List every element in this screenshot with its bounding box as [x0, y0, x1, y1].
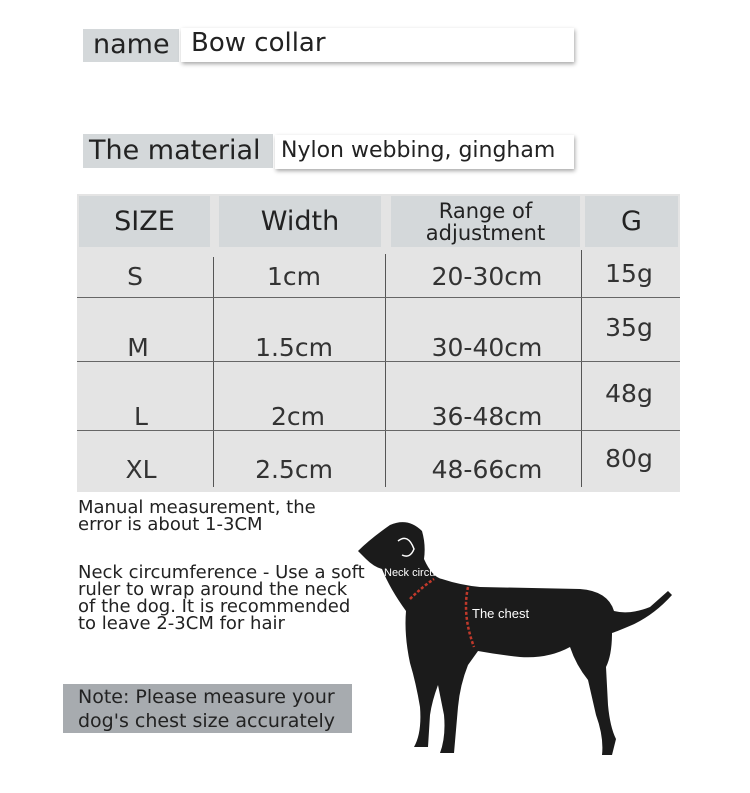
- header-weight: G: [585, 196, 678, 247]
- cell-range: 20-30cm: [431, 262, 543, 291]
- cell-size: L: [134, 402, 148, 431]
- cell-size: M: [127, 333, 149, 362]
- cell-range: 48-66cm: [431, 455, 543, 484]
- cell-width: 2cm: [270, 402, 325, 431]
- dog-measurement-diagram: [350, 515, 680, 765]
- cell-weight: 80g: [605, 444, 653, 473]
- cell-weight: 48g: [605, 379, 653, 408]
- name-label: name: [83, 29, 179, 62]
- cell-width: 1cm: [266, 262, 321, 291]
- cell-width: 2.5cm: [255, 455, 333, 484]
- cell-size: S: [127, 262, 143, 291]
- row-divider: [77, 297, 680, 298]
- size-table: [77, 194, 680, 492]
- header-range: Range of adjustment: [391, 196, 580, 247]
- material-value: Nylon webbing, gingham: [275, 135, 574, 169]
- column-divider: [213, 257, 214, 487]
- header-size: SIZE: [79, 196, 210, 247]
- chest-label: The chest: [472, 606, 530, 621]
- neck-circumference-label: Neck circumference: [384, 567, 482, 579]
- header-width: Width: [219, 196, 381, 247]
- cell-size: XL: [125, 455, 157, 484]
- cell-weight: 15g: [605, 259, 653, 288]
- column-divider: [385, 254, 386, 487]
- dog-silhouette: [358, 522, 672, 755]
- cell-range: 36-48cm: [431, 402, 543, 431]
- measurement-error-note: Manual measurement, the error is about 1-3CM: [78, 497, 316, 535]
- cell-range: 30-40cm: [431, 333, 543, 362]
- name-value: Bow collar: [181, 28, 574, 62]
- material-label: The material: [83, 134, 273, 168]
- chest-note: Note: Please measure your dog's chest size accurately: [63, 684, 352, 733]
- neck-instructions: Neck circumference - Use a soft ruler to wrap around the neck of the dog. It is recommended to leave 2-3CM for hair: [78, 562, 365, 634]
- cell-width: 1.5cm: [255, 333, 333, 362]
- cell-weight: 35g: [605, 313, 653, 342]
